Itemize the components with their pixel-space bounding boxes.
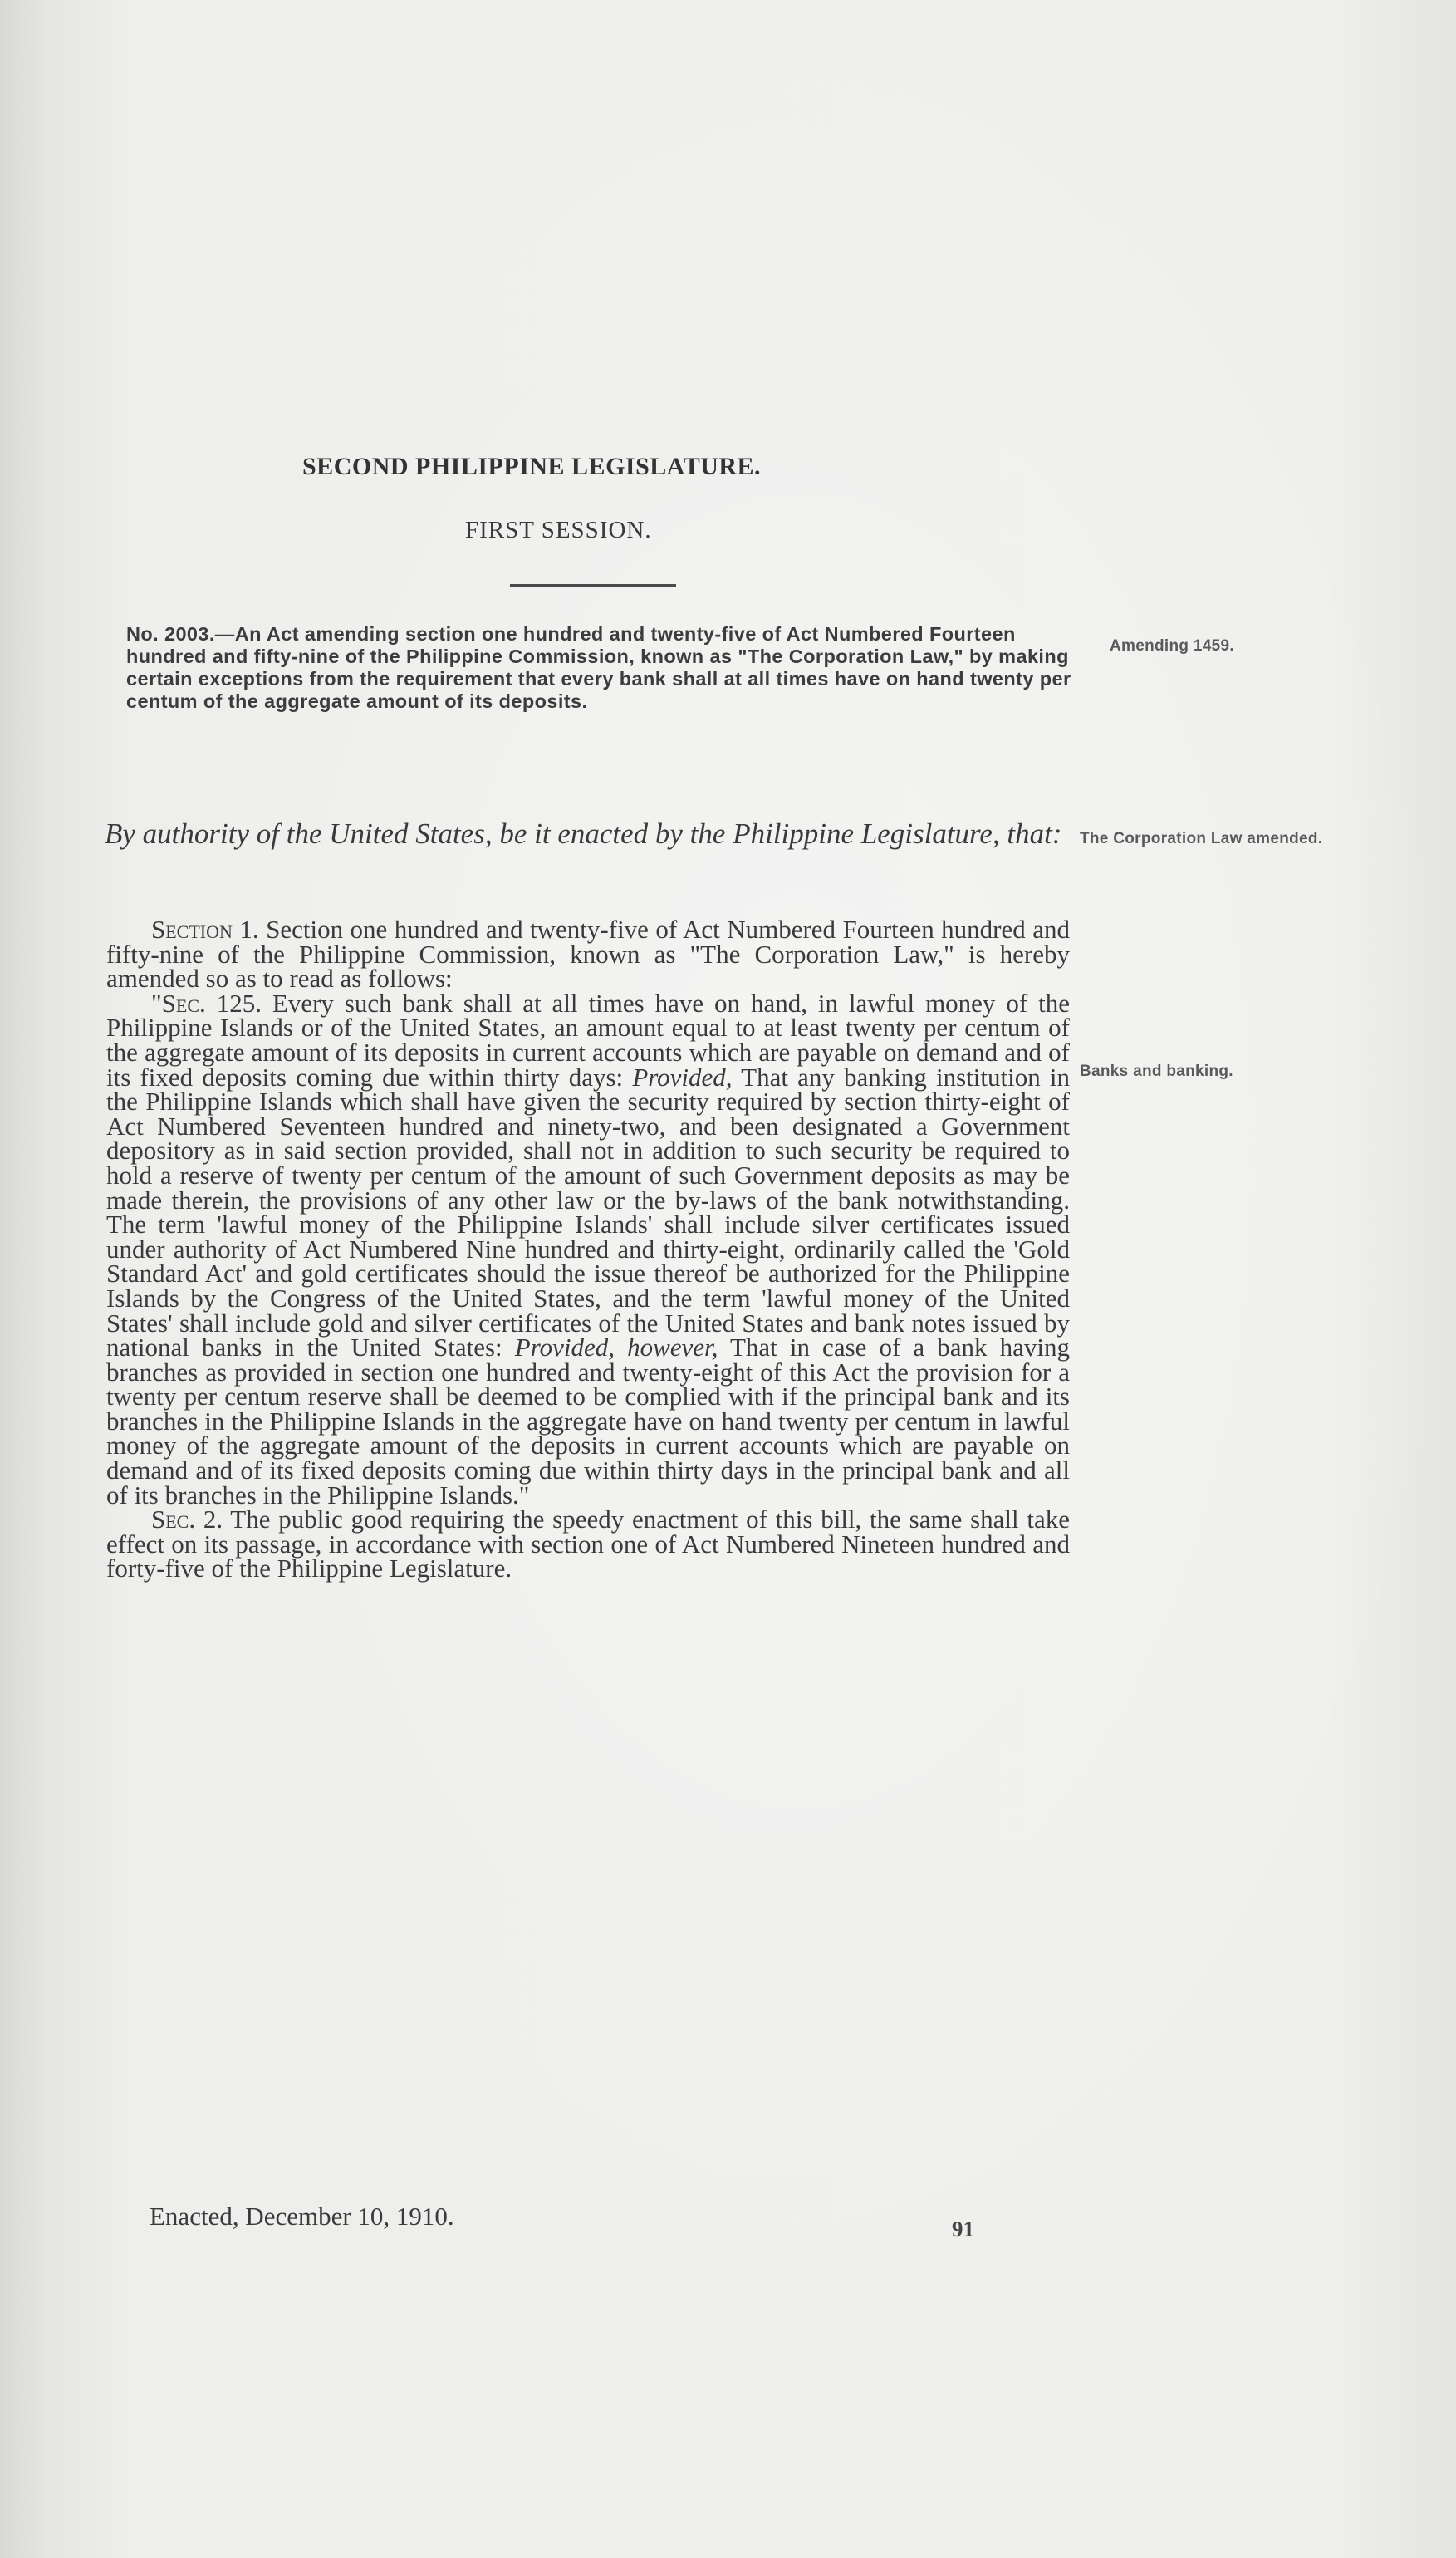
section-1-label: Section: [151, 915, 233, 944]
margin-note-corporation: The Corporation Law amended.: [1080, 830, 1323, 847]
margin-note-amending: Amending 1459.: [1110, 637, 1234, 655]
provided-1: Provided,: [632, 1062, 733, 1092]
act-title: [126, 623, 1081, 713]
enacted-date: Enacted, December 10, 1910.: [150, 2202, 454, 2231]
act-title-text: —An Act amending section one hundred and twenty-five of Act Numbered Fourteen hundred and fifty-nine of the Philippine Commission, known as "The Corporation Law," by making certain exceptions from the requirement that every bank shall at all times have on hand twenty per centum of the aggregate amount of its deposits.: [126, 623, 1071, 712]
section-125-text-a: . 125. Every such bank shall at all times have on hand, in lawful money of the Philippine Islands or of the United States, an amount equal to at least twenty per centum of the aggregate amount of its deposits in current accounts which are payable on demand and of its fixed deposits coming due within thirty days:: [106, 988, 1070, 1092]
section-1-text: 1. Section one hundred and twenty-five of Act Numbered Fourteen hundred and fifty-nine of the Philippine Commission, known as "The Corporation Law," is hereby amended so as to read as follows:: [106, 915, 1070, 994]
enacting-clause: By authority of the United States, be it enacted by the Philippine Legislature, that:: [105, 817, 1062, 850]
section-125-open-quote: ": [151, 988, 162, 1018]
provided-2: Provided, however,: [514, 1333, 718, 1362]
page-number: 91: [952, 2217, 974, 2241]
section-125: [106, 988, 1070, 1510]
legislature-heading: SECOND PHILIPPINE LEGISLATURE.: [302, 453, 762, 480]
section-2-text: . 2. The public good requiring the speedy enactment of this bill, the same shall take effect on its passage, in accordance with section one of Act Numbered Nineteen hundred and forty-five of the Philippine Legislature.: [106, 1505, 1070, 1583]
section-125-text-c: That in case of a bank having branches as provided in section one hundred and twenty-eight of this Act the provision for a twenty per centum reserve shall be deemed to be complied with if the principal bank and its branches in the Philippine Islands in the aggregate have on hand twenty per centum in lawful money of the aggregate amount of the deposits in current accounts which are payable on demand and of its fixed deposits coming due within thirty days in the principal bank and all of its branches in the Philippine Islands.": [106, 1333, 1070, 1510]
section-125-text-b: That any banking institution in the Philippine Islands which shall have given the security required by section thirty-eight of Act Numbered Seventeen hundred and ninety-two, and been designated a Government depository as in said section provided, shall not in addition to such security be required to hold a reserve of twenty per centum of the amount of such Government deposits as may be made therein, the provisions of any other law or the by-laws of the bank notwithstanding. The term 'lawful money of the Philippine Islands' shall include silver certificates issued under authority of Act Numbered Nine hundred and thirty-eight, ordinarily called the 'Gold Standard Act' and gold certificates should the issue thereof be authorized for the Philippine Islands by the Congress of the United States, and the term 'lawful money of the United States' shall include gold and silver certificates of the United States and bank notes issued by national banks in the United States:: [106, 1062, 1070, 1362]
section-125-label: Sec: [161, 988, 200, 1018]
session-heading: FIRST SESSION.: [465, 517, 652, 543]
margin-note-banks: Banks and banking.: [1080, 1063, 1233, 1080]
divider-rule: [510, 584, 676, 587]
act-number: No. 2003.: [126, 623, 215, 645]
section-2: [106, 1507, 1070, 1581]
act-body: [106, 917, 1070, 1581]
section-2-label: Sec: [151, 1505, 189, 1534]
section-1: [106, 915, 1070, 994]
